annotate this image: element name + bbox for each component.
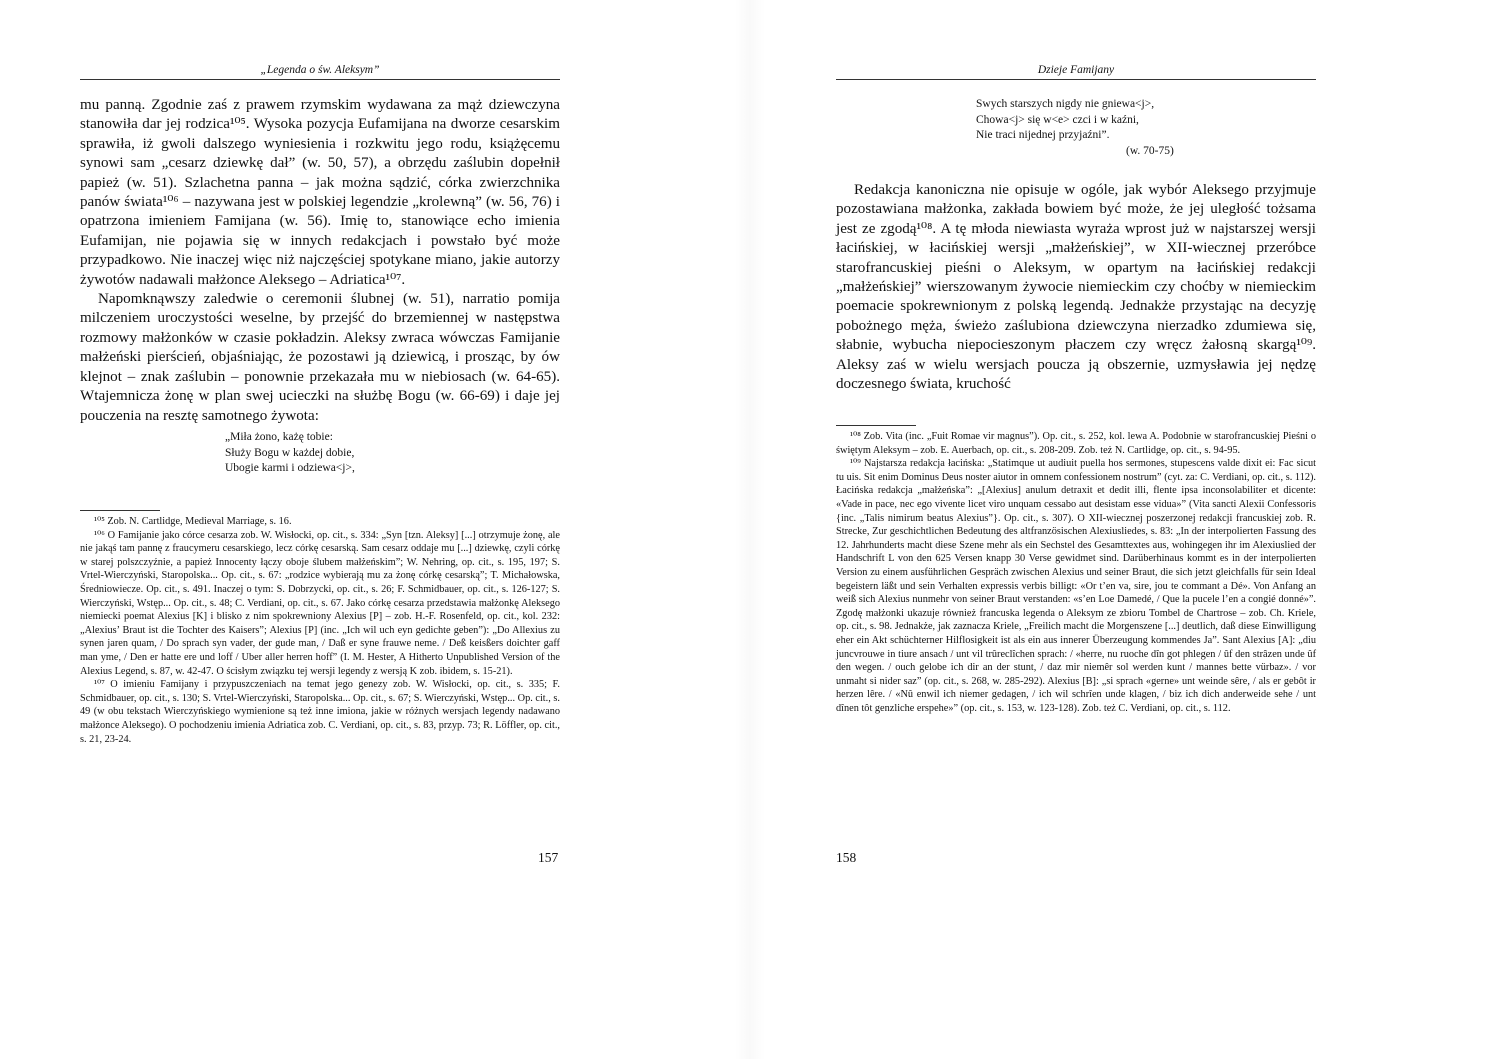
book-gutter — [735, 0, 765, 1059]
verse-line: Nie traci nijednej przyjaźni”. — [976, 129, 1110, 141]
verse-line: Chowa<j> się w<e> czci i w kaźni, — [976, 113, 1139, 126]
footnote-106: ¹⁰⁶ O Famijanie jako córce cesarza zob. W. Wisłocki, op. cit., s. 334: „Syn [tzn. Aleksy] [...] otrzymuje żonę, ale nie jakąś tam pannę z fraucymeru cesarskiego, lecz córkę cesarską. Sam cesarz oddaje mu [...] dziewkę, czyli córkę w starej polszczyźnie, a papież Innocenty łączy oboje ślubem małżeńskim”; W. Nehring, op. cit., s. 195, 197; S. Vrtel-Wierczyński, Staropolska... Op. cit., s. 67: „rodzice wybierają mu za żonę córkę cesarską”; T. Michałowska, Średniowiecze. Op. cit., s. 491. Inaczej o tym: S. Dobrzycki, op. cit., s. 26; F. Schmidbauer, op. cit., s. 126-127; S. Wierczyński, Wstęp... Op. cit., s. 48; C. Verdiani, op. cit., s. 67. Jako córkę cesarza przedstawia małżonkę Aleksego niemiecki poemat Alexius [K] i blisko z nim spokrewniony Alexius [P] – zob. H.-F. Rosenfeld, op. cit., kol. 232: „Alexius’ Braut ist die Tochter des Kaisers”; Alexius [P] (inc. „Ich wil uch eyn gedichte geben”): „Do Allexius zu synen jaren quam, / Do sprach syn vader, der gude man, / Daß er synе frauwe neme. / Deß keisßers doichter gaff man yme, / Den er hatte ere und loff / Uber aller herren hoff” (I. M. Hester, A Hitherto Unpublished Version of the Alexius Legend, s. 87, w. 42-47. O ścisłym związku tej wersji legendy z wersją K zob. ibidem, s. 15-21). — [80, 529, 560, 677]
footnote-107: ¹⁰⁷ O imieniu Famijany i przypuszczeniach na temat jego genezy zob. W. Wisłocki, op. cit., s. 335; F. Schmidbauer, op. cit., s. 130; S. Vrtel-Wierczyński, Staropolska... Op. cit., s. 67; S. Wierczyński, Wstęp... Op. cit., s. 49 (w obu tekstach Wierczyńskiego wymienione są też inne imiona, jakie w różnych wersjach legendy nadawano małżonce Aleksego). O pochodzeniu imienia Adriatica zob. C. Verdiani, op. cit., s. 83, przyp. 73; R. Löffler, op. cit., s. 21, 23-24. — [80, 679, 560, 745]
running-head-right: Dzieje Famijany — [836, 64, 1316, 80]
verse-line: „Miła żono, każę tobie: — [225, 431, 333, 443]
page-number-right: 158 — [836, 850, 857, 865]
verse-left — [225, 430, 355, 477]
page-number-left: 157 — [538, 850, 559, 865]
footnote-108: ¹⁰⁸ Zob. Vita (inc. „Fuit Romae vir magnus”). Op. cit., s. 252, kol. lewa A. Podobnie w starofrancuskiej Pieśni o świętym Aleksym – zob. E. Auerbach, op. cit., s. 208-209. Zob. też N. Cartlidge, op. cit., s. 94-95. — [836, 431, 1316, 456]
paragraph-2: Napomknąwszy zaledwie o ceremonii ślubnej (w. 51), narratio pomija milczeniem uroczystości weselne, by przejść do brzemiennej w następstwa rozmowy małżonków w czasie pokładzin. Aleksy zwraca wówczas Famijanie małżeński pierścień, objaśniając, że pozostawi ją dziewicą, i prosząc, by ów klejnot – znak zaślubin – ponownie przekazała mu w niebiosach (w. 64-65). Wtajemnicza żonę w plan swej ucieczki na służbę Bogu (w. 66-69) i daje jej pouczenia na resztę samotnego żywota: — [80, 291, 560, 424]
verse-line: Swych starszych nigdy nie gniewa<j>, — [976, 98, 1155, 110]
body-text-right — [836, 181, 1316, 394]
paragraph-1: mu panną. Zgodnie zaś z prawem rzymskim wydawana za mąż dziewczyna stanowiła dar jej rodzica¹⁰⁵. Wysoka pozycja Eufamijana na dworze cesarskim sprawiła, iż gwoli dalszego wyniesienia i rozkwitu jego rodu, książęcemu synowi sam „cesarz dziewkę dał” (w. 50, 57), a obrzędu zaślubin dopełnił papież (w. 51). Szlachetna panna – jak można sądzić, córka zwierzchnika panów świata¹⁰⁶ – nazywana jest w polskiej legendzie „krolewną” (w. 56, 76) i opatrzona imieniem Famijana (w. 56). Imię to, stanowiące echo imienia Eufamijan, nie pojawia się w innych redakcjach i powstało być może przypadkowo. Nie inaczej więc niż najczęściej spotykane miano, jakie autorzy żywotów nadawali małżonce Aleksego – Adriatica¹⁰⁷. — [80, 97, 560, 288]
footnote-105: ¹⁰⁵ Zob. N. Cartlidge, Medieval Marriage, s. 16. — [94, 516, 292, 527]
footnotes-right — [836, 430, 1316, 715]
footnote-109: ¹⁰⁹ Najstarsza redakcja łacińska: „Statimque ut audiuit puella hos sermones, stupescens valde dixit ei: Fac sicut tu uis. Sit enim Dominus Deus noster aiutor in omnem confessionem nostrum” (cyt. za: C. Verdiani, op. cit., s. 112). Łacińska redakcja „małżeńska”: „[Alexius] anulum detraxit et dedit illi, flente ipsa inconsolabiliter et dicente: «Vade in pace, nec ego vivente licet viro unquam cessabo aut desistam esse vidua»” (Vita sancti Alexii Confessoris {inc. „Talis nimirum beatus Alexius”}. Op. cit., s. 307). O XII-wiecznej poszerzonej redakcji francuskiej zob. R. Strecke, Zur geschichtlichen Bedeutung des altfranzösischen Alexiusliedes, s. 83: „In der interpolierten Fassung des 12. Jahrhunderts macht diese Szene mehr als ein Sechstel des Gesamttextes aus, wohingegen ihr im Alexiuslied der Handschrift L von den 625 Versen knapp 30 Verse gewidmet sind. Darüberhinaus kommt es in der interpolierten Version zu einem ausführlichen Gespräch zwischen Alexius und seiner Braut, die sich jetzt gleichfalls für sein Ideal begeistern läßt und sein Verhalten expressis verbis billigt: «Or t’en va, sire, jou te commant a Dé». Von Anfang an weiß sich Alexius nunmehr von seiner Braut verstanden: «s’en Loe Damedé, / Que la pucele l’en a congié donné»”. Zgodę małżonki ukazuje również francuska legenda o Aleksym ze zbioru Tombel de Chartrose – zob. Ch. Kriele, op. cit., s. 98. Jednakże, jak zaznacza Kriele, „Freilich macht die Morgenszene [...] deutlich, daß diese Einwilligung eher ein Akt schüchterner Hilflosigkeit ist als ein aus innerer Überzeugung kommendes Ja”. Sant Alexius [A]: „diu juncvrouwe in tiure ansach / unt vil trûreclîchen sprach: / «herre, nu ruoche dîn got phlegen / ûf den strâzen unde ûf den wegen. / ouch gelobe ich dir an der stunt, / daz mir niemêr sol werden kunt / mannes bette vürbaz». / vor unmaht si nider saz” (op. cit., s. 268, w. 285-292). Alexius [B]: „si sprach «gerne» unt weinde sêre, / als er gebôt ir herzen lêre. / «Nû enwil ich niemer gedagen, / ich wil schrîen unde klagen, / biz ich dich anderweide sehe / unt dînen tôt genzliche erspehe»” (op. cit., s. 153, w. 123-128). Zob. też C. Verdiani, op. cit., s. 112. — [836, 458, 1316, 714]
footnote-rule-left — [80, 510, 160, 511]
verse-line: Ubogie karmi i odziewa<j>, — [225, 462, 355, 474]
verse-reference: (w. 70-75) — [1126, 144, 1174, 157]
footnote-rule-right — [836, 425, 916, 426]
verse-right — [976, 97, 1174, 159]
running-head-left: „Legenda o św. Aleksym” — [80, 64, 560, 80]
body-text-left — [80, 96, 560, 426]
footnotes-left — [80, 515, 560, 746]
paragraph-1: Redakcja kanoniczna nie opisuje w ogóle, jak wybór Aleksego przyjmuje pozostawiana małżonka, zakłada bowiem być może, że jej uległość tożsama jest ze zgodą¹⁰⁸. A tę młoda niewiasta wyraża wprost już w najstarszej wersji łacińskiej, w łacińskiej wersji „małżeńskiej”, w XII-wiecznej przeróbce starofrancuskiej pieśni o Aleksym, w opartym na łacińskiej redakcji „małżeńskiej” wierszowanym żywocie niemieckim czy choćby w niemieckim poemacie spokrewnionym z polską legendą. Jednakże przystając na decyzję pobożnego męża, świeżo zaślubiona dziewczyna nierzadko zdumiewa się, słabnie, wybucha niepocieszonym płaczem czy wręcz żałosną skargą¹⁰⁹. Aleksy zaś w wielu wersjach poucza ją obszernie, uzmysławia jej nędzę doczesnego świata, kruchość — [836, 182, 1316, 393]
verse-line: Służy Bogu w każdej dobie, — [225, 446, 355, 459]
